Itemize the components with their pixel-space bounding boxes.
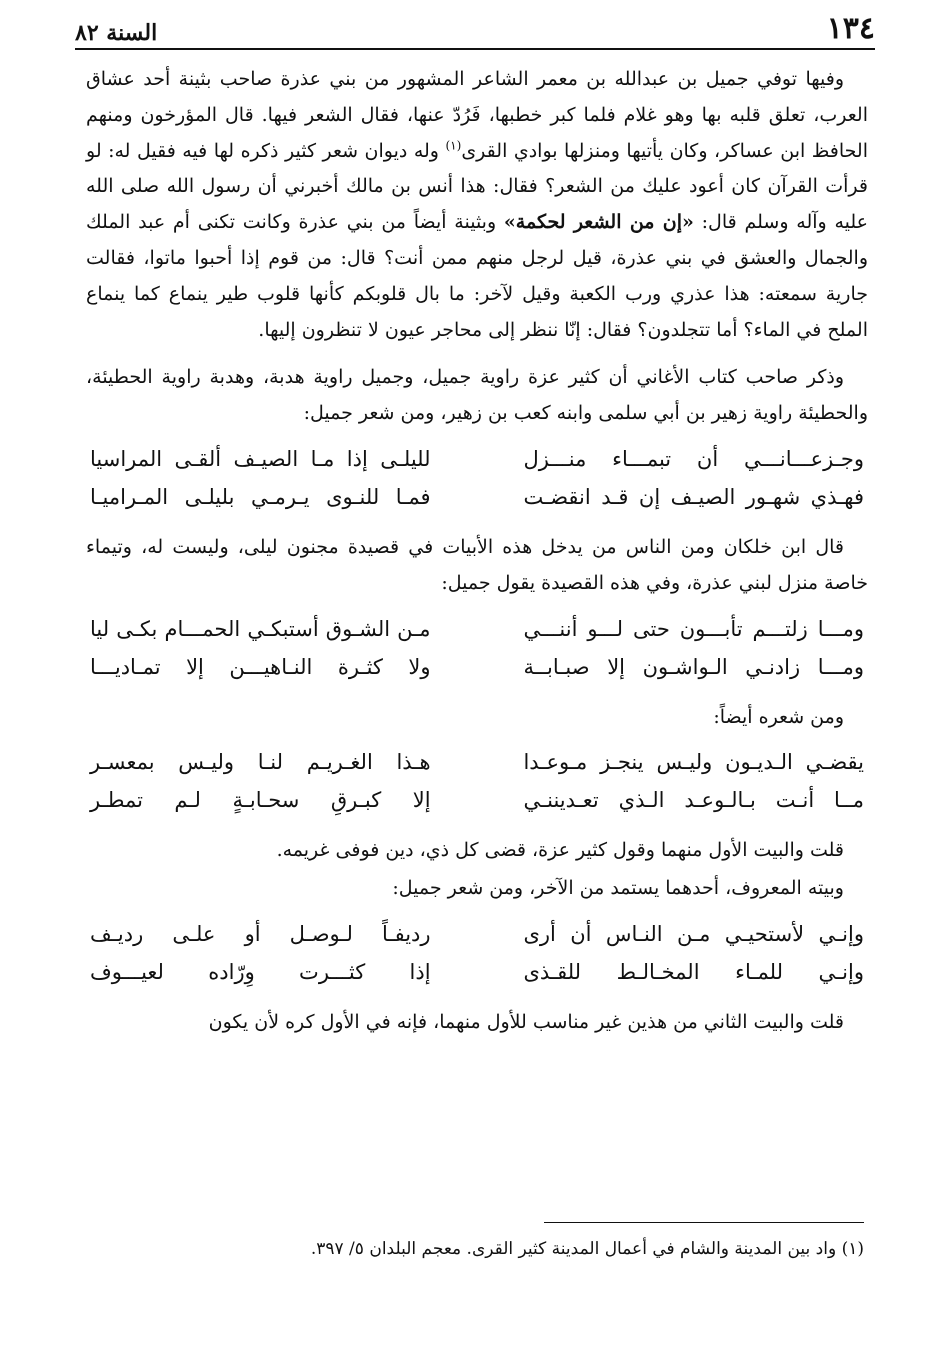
paragraph-kuthayyir: قلت والبيت الأول منهما وقول كثير عزة، قضى كل ذي، دين فوفى غريمه. <box>276 839 844 862</box>
second-hemistich: فمـا للنـوى يـرمـي بليلـى المـراميـا <box>90 484 431 509</box>
second-hemistich: هـذا الغـريـم لنـا وليـس بمعسـر <box>90 750 431 775</box>
second-hemistich: إذا كثـــرت وِرّاده لعيـــوف <box>90 959 431 984</box>
verse-line <box>86 743 868 781</box>
paragraph-text: وله ديوان شعر كثير ذكره لها فيه فقيل له: لو قرأت القرآن كان أعود عليك من الشعر؟ فقال: هذا أنس بن مالك أخبرني أن رسول الله صلى الله عليه وآله وسلم قال: <box>86 139 869 234</box>
year-label: السنة ٨٢ <box>75 20 158 46</box>
verse-line <box>86 953 868 991</box>
second-hemistich: إلا كبـرقِ سحـابـةٍ لـم تمطـر <box>90 788 431 813</box>
verse-line <box>86 781 868 819</box>
first-hemistich: ومـــا زلتـــم تأبـــون حتى لـــو أننـــي <box>523 616 864 641</box>
page-number: ١٣٤ <box>826 11 875 46</box>
second-hemistich: لليلـى إذا مـا الصيـف ألقـى المراسيا <box>90 446 431 471</box>
poem-4 <box>86 915 868 991</box>
second-hemistich: رديفـاً لـوصـل أو علـى رديـف <box>90 921 431 946</box>
verse-line <box>86 440 868 478</box>
poem-3 <box>86 743 868 819</box>
paragraph-known-verse: وبيته المعروف، أحدهما يستمد من الآخر، ومن شعر جميل: <box>392 877 844 900</box>
page-header <box>75 8 875 50</box>
verse-line <box>86 478 868 516</box>
paragraph-text: وفيها توفي جميل بن عبدالله بن معمر الشاعر المشهور من بني عذرة صاحب بثينة أحد عشاق العرب، تعلق قلبه بها وهو غلام فلما كبر خطبها، فَرُدّ عنها، فقال الشعر فيها. قال المؤرخون ومنهم الحافظ ابن عساكر، وكان يأتيها ومنزلها بوادي القرى <box>86 68 868 162</box>
poem-2 <box>86 610 868 686</box>
poem-1 <box>86 440 868 516</box>
second-hemistich: مـن الشـوق أستبكـي الحمـــام بكـى ليا <box>90 616 431 641</box>
paragraph-jamil-death <box>86 62 868 348</box>
footnote-number: (١) <box>841 1239 864 1259</box>
first-hemistich: وإنـي للمـاء المخـالـط للقـذى <box>523 959 864 984</box>
verse-line <box>86 915 868 953</box>
second-hemistich: ولا كثـرة النـاهيـــن إلا تمـاديـــا <box>90 654 431 679</box>
verse-line <box>86 610 868 648</box>
first-hemistich: وإنـي لأستحيـي مـن النـاس أن أرى <box>523 921 864 946</box>
first-hemistich: مــا أنـت بـالـوعـد الـذي تعـديننـي <box>523 788 864 813</box>
footnote-separator <box>544 1222 864 1223</box>
page-body <box>86 62 868 1053</box>
first-hemistich: وجـزعـــانـــي أن تبمـــاء منـــزل <box>523 446 864 471</box>
first-hemistich: فهـذي شهـور الصيـف إن قـد انقضـت <box>523 484 864 509</box>
paragraph-second-verse: قلت والبيت الثاني من هذين غير مناسب للأول منهما، فإنه في الأول كره لأن يكون <box>208 1010 844 1033</box>
verse-line <box>86 648 868 686</box>
hadith-quote: «إن من الشعر لحكمة» <box>503 211 694 234</box>
first-hemistich: يقضـي الـديـون وليـس ينجـز مـوعـدا <box>523 750 864 775</box>
footnote-text: واد بين المدينة والشام في أعمال المدينة كثير القرى. معجم البلدان ٥/ ٣٩٧. <box>310 1239 837 1259</box>
first-hemistich: ومـــا زادنـي الـواشـون إلا صبـابــة <box>523 654 864 679</box>
footnote <box>86 1234 864 1264</box>
paragraph-text: وبثينة أيضاً من بني عذرة وكانت تكنى أم عبد الملك والجمال والعشق في بني عذرة، قيل لرجل منهم ممن أنت؟ قال: من قوم إذا أحبوا ماتوا، فقالت جارية سمعته: هذا عذري ورب الكعبة وقيل لآخر: ما بال قلوبكم كأنها قلوب طير ينماع كما ينماع الملح في الماء؟ أما تتجلدون؟ فقال: إنّا ننظر إلى محاجر عيون لا تنظرون إليها. <box>86 211 868 341</box>
paragraph-more-poetry: ومن شعره أيضاً: <box>713 705 844 728</box>
paragraph-aghani: وذكر صاحب كتاب الأغاني أن كثير عزة راوية جميل، وجميل راوية هدبة، وهدبة راوية الحطيئة، والحطيئة راوية زهير بن أبي سلمى وابنه كعب بن زهير، ومن شعر جميل: <box>86 366 868 425</box>
paragraph-ibn-khallikan: قال ابن خلكان ومن الناس من يدخل هذه الأبيات في قصيدة مجنون ليلى، وليست له، وتيماء خاصة منزل لبني عذرة، وفي هذه القصيدة يقول جميل: <box>86 535 868 594</box>
footnote-marker: (١) <box>445 138 462 153</box>
